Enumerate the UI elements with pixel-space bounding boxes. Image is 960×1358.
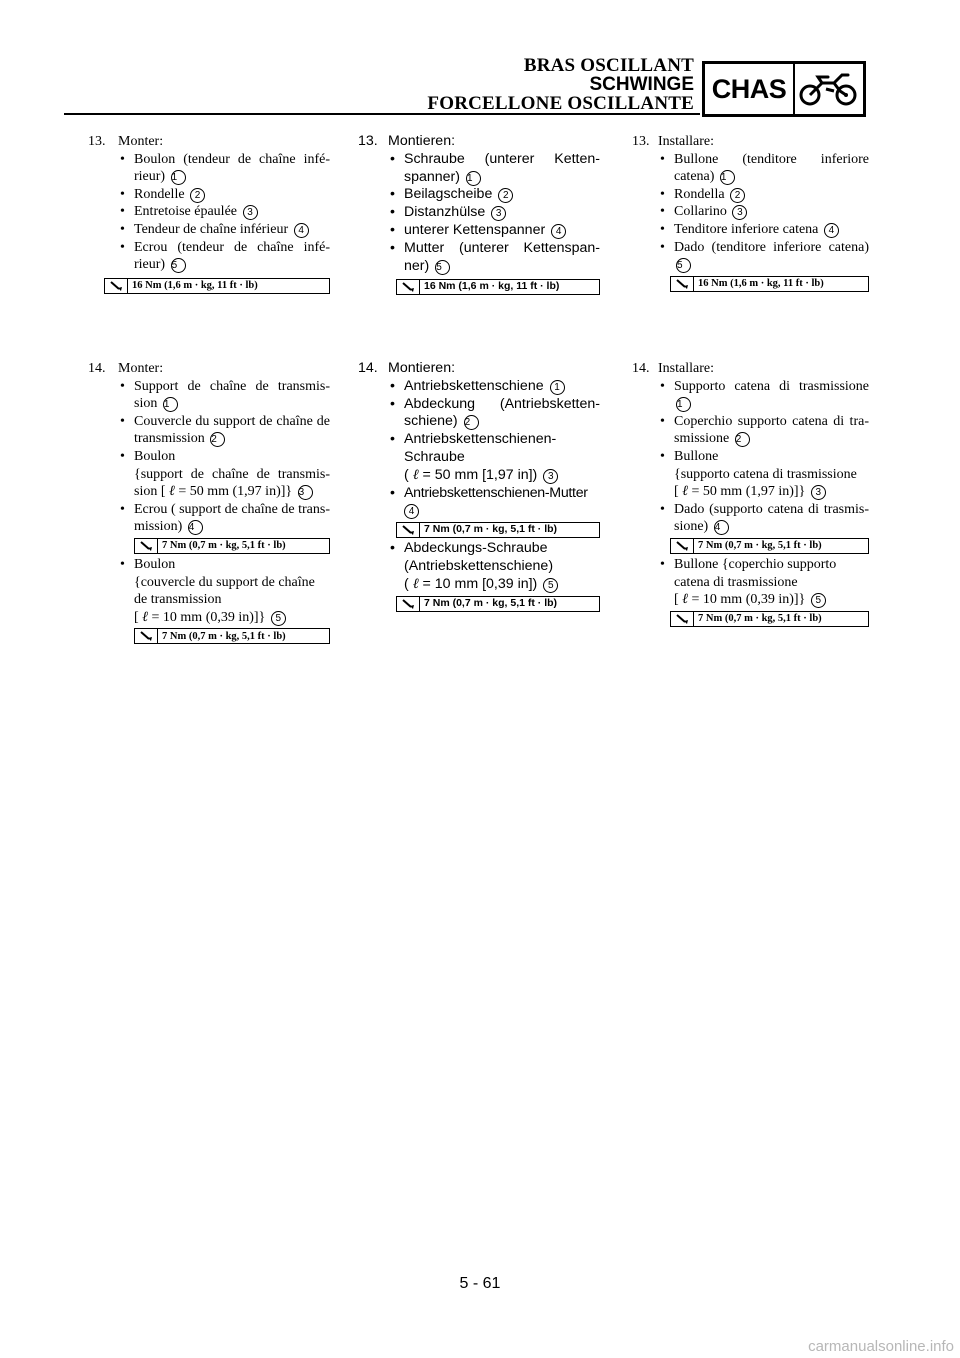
list-item: • Ecrou (tendeur de chaîne infé-rieur) 5 [120,239,330,273]
torque-spec [396,596,600,612]
item-text: = 50 mm (1,97 in)]} [174,484,293,500]
item-text: = 50 mm (1,97 in)]} [688,484,806,500]
step-number: 14. [88,361,106,376]
item-text: ( [404,466,409,483]
step-13 [88,133,330,274]
step-14-cont [632,556,869,609]
torque-spec [104,278,330,294]
callout-number: 4 [551,224,566,239]
item-text: Schraube [404,448,465,465]
callout-number: 4 [294,223,309,238]
step-14 [88,360,330,536]
column-it [632,133,869,294]
item-text: Boulon (tendeur de chaîne infé-rieur) [134,151,330,185]
step-number: 14. [632,361,650,376]
step-14 [358,360,600,520]
torque-value: 7 Nm (0,7 m · kg, 5,1 ft · lb) [698,612,822,624]
watermark: carmanualsonline.info [808,1338,954,1355]
section-title-it: FORCELLONE OSCILLANTE [427,93,694,114]
item-text: Rondelle [134,186,185,202]
step-number: 13. [632,134,650,149]
list-item: • Antriebskettenschienen-Mutter 4 [388,485,600,521]
callout-number: 5 [171,258,186,273]
torque-spec [670,611,869,627]
list-item: • Entretoise épaulée 3 [118,203,330,221]
item-label: Boulon [134,448,176,464]
list-item: • Rondella 2 [658,186,869,204]
item-text: Distanzhülse [404,204,486,221]
item-text: Ecrou ( support de chaîne de trans-mission) [134,501,330,535]
list-item: • Antriebskettenschiene 1 [388,378,600,396]
item-text: Antriebskettenschienen-Mutter [404,484,588,501]
column-it-step14 [632,360,869,629]
step-number: 13. [88,134,106,149]
item-text: Collarino [674,204,727,220]
callout-number: 3 [543,469,558,484]
step-14-cont [88,556,330,626]
item-text: Dado (supporto catena di trasmis-sione) [674,501,869,535]
list-item: • Supporto catena di trasmissione 1 [660,378,869,411]
callout-number: 3 [811,485,826,500]
callout-number: 1 [171,170,186,185]
item-text: Abdeckung (Antriebsketten-schiene) [404,395,600,430]
list-item: • Tendeur de chaîne inférieur 4 [118,221,330,239]
list-item: • Boulon {support de chaîne de transmis-sion [ ℓ = 50 mm (1,97 in)]} 3 [120,448,330,500]
callout-number: 4 [714,520,729,535]
step-13 [632,133,869,274]
list-item: • Boulon (tendeur de chaîne infé-rieur) 1 [120,151,330,185]
item-text: Schraube (unterer Ketten-spanner) [404,150,600,185]
list-item: • Mutter (unterer Kettenspan-ner) 5 [390,239,600,274]
callout-number: 4 [404,504,419,519]
length-symbol: ℓ [142,608,149,625]
callout-number: 1 [550,380,565,395]
section-badge [702,61,866,117]
torque-wrench-icon [671,277,694,291]
item-text: Tenditore inferiore catena [674,221,819,237]
callout-number: 4 [188,520,203,535]
step-number: 14. [358,360,378,376]
callout-number: 1 [720,170,735,185]
item-text: catena di trasmissione [674,574,798,590]
torque-spec [396,279,600,295]
list-item: • Support de chaîne de transmis-sion 1 [120,378,330,412]
callout-number: 5 [543,578,558,593]
callout-number: 3 [298,485,313,500]
item-text: = 10 mm (0,39 in)]} [688,592,806,608]
item-text: Ecrou (tendeur de chaîne infé-rieur) [134,239,330,273]
list-item: • Tenditore inferiore catena 4 [658,221,869,239]
callout-number: 2 [730,188,745,203]
step-number: 13. [358,133,378,149]
list-item: • Boulon {couvercle du support de chaîne de transmission [ ℓ = 10 mm (0,39 in)]} 5 [118,556,330,626]
item-text: Mutter (unterer Kettenspan-ner) [404,239,600,274]
item-text: Abdeckungs-Schraube [404,540,548,557]
step-title: Installare: [658,361,714,376]
torque-spec [670,538,869,554]
step-13 [358,133,600,275]
list-item: • Collarino 3 [658,203,869,221]
torque-spec [134,538,330,554]
list-item: • Rondelle 2 [118,186,330,204]
item-text: Beilagscheibe [404,186,493,203]
torque-value: 7 Nm (0,7 m · kg, 5,1 ft · lb) [424,596,558,609]
torque-value: 7 Nm (0,7 m · kg, 5,1 ft · lb) [698,540,822,552]
torque-wrench-icon [105,279,128,293]
callout-number: 3 [243,205,258,220]
item-text: Bullone {coperchio supporto [674,556,837,572]
length-symbol: ℓ [682,591,689,608]
column-fr [88,133,330,296]
callout-number: 1 [163,397,178,412]
callout-number: 2 [498,188,513,203]
item-text: [ [674,592,679,608]
torque-value: 16 Nm (1,6 m · kg, 11 ft · lb) [132,279,258,291]
torque-wrench-icon [671,539,694,553]
callout-number: 2 [210,432,225,447]
callout-number: 2 [190,188,205,203]
item-text: Couvercle du support de chaîne de transmission [134,413,330,447]
column-fr-step14 [88,360,330,646]
torque-wrench-icon [397,280,420,294]
list-item: • Schraube (unterer Ketten-spanner) 1 [390,150,600,185]
item-text: {supporto catena di trasmissione [674,466,857,482]
section-title-fr: BRAS OSCILLANT [523,55,694,76]
callout-number: 3 [732,205,747,220]
item-text: = 10 mm (0,39 in)]} [148,609,266,625]
list-item: • Bullone {supporto catena di trasmissione [ ℓ = 50 mm (1,97 in)]} 3 [658,448,869,501]
item-text: Bullone (tenditore inferiore catena) [674,151,869,185]
item-text: Dado (tenditore inferiore catena) [674,239,869,255]
list-item: • Dado (tenditore inferiore catena) 5 [660,239,869,272]
column-de [358,133,600,297]
length-symbol: ℓ [412,466,419,483]
torque-wrench-icon [397,597,420,611]
list-item: • Dado (supporto catena di trasmis-sione) 4 [660,501,869,535]
callout-number: 4 [824,223,839,238]
step-title: Monter: [118,134,164,149]
step-title: Montieren: [388,360,456,376]
step-14-cont [358,540,600,593]
list-item: • Distanzhülse 3 [388,204,600,222]
column-de-step14 [358,360,600,614]
torque-value: 16 Nm (1,6 m · kg, 11 ft · lb) [698,277,824,289]
item-text: [ [134,609,139,625]
motorcycle-icon [795,64,863,114]
section-title-de: SCHWINGE [589,74,694,95]
callout-number: 1 [676,397,691,412]
item-label: Bullone [674,448,719,464]
list-item: • Abdeckungs-Schraube (Antriebskettenschiene) ( ℓ = 10 mm [0,39 in]) 5 [388,540,600,593]
item-text: Supporto catena di trasmissione [674,378,869,394]
callout-number: 1 [466,171,481,186]
torque-wrench-icon [135,539,158,553]
torque-wrench-icon [671,612,694,626]
length-symbol: ℓ [682,483,689,500]
section-badge-label: CHAS [705,64,795,114]
torque-value: 7 Nm (0,7 m · kg, 5,1 ft · lb) [162,540,286,552]
torque-wrench-icon [397,523,420,537]
list-item: • Bullone (tenditore inferiore catena) 1 [660,151,869,185]
torque-value: 16 Nm (1,6 m · kg, 11 ft · lb) [424,280,560,293]
item-text: {couvercle du support de chaîne [134,574,315,590]
header-rule [64,113,700,115]
torque-spec [396,522,600,538]
item-label: Boulon [134,556,176,572]
list-item: • Bullone {coperchio supporto catena di trasmissione [ ℓ = 10 mm (0,39 in)]} 5 [658,556,869,609]
item-text: Support de chaîne de transmis-sion [134,378,330,412]
length-symbol: ℓ [169,483,175,500]
list-item: • Ecrou ( support de chaîne de trans-mission) 4 [120,501,330,535]
item-text: Rondella [674,186,725,202]
torque-value: 7 Nm (0,7 m · kg, 5,1 ft · lb) [162,630,286,642]
item-text: {support de chaîne de transmis-sion [ [134,466,330,500]
callout-number: 2 [735,432,750,447]
list-item: • Antriebskettenschienen- Schraube ( ℓ = 50 mm [1,97 in]) 3 [388,431,600,484]
section-titles [427,56,694,113]
callout-number: 5 [811,593,826,608]
item-text: unterer Kettenspanner [404,221,546,238]
item-text: Antriebskettenschienen- [404,431,557,448]
callout-number: 3 [491,206,506,221]
item-text: = 50 mm [1,97 in]) [418,466,538,483]
item-text: Tendeur de chaîne inférieur [134,221,289,237]
step-title: Monter: [118,361,164,376]
item-text: [ [674,484,679,500]
item-text: de transmission [134,592,222,608]
item-text: Entretoise épaulée [134,204,238,220]
item-text: Coperchio supporto catena di tra-smissione [674,413,869,447]
list-item: • Beilagscheibe 2 [388,186,600,204]
callout-number: 2 [464,415,479,430]
torque-value: 7 Nm (0,7 m · kg, 5,1 ft · lb) [424,523,558,536]
length-symbol: ℓ [412,575,419,592]
torque-wrench-icon [135,629,158,643]
list-item: • Couvercle du support de chaîne de transmission 2 [120,413,330,447]
torque-spec [670,276,869,292]
callout-number: 5 [676,258,691,273]
step-title: Montieren: [388,133,456,149]
list-item: • Abdeckung (Antriebsketten-schiene) 2 [390,395,600,430]
torque-spec [134,628,330,644]
list-item: • Coperchio supporto catena di tra-smissione 2 [660,413,869,447]
item-text: Antriebskettenschiene [404,377,544,394]
item-text: (Antriebskettenschiene) [404,557,554,574]
item-text: ( [404,575,409,592]
step-14 [632,360,869,536]
list-item: • unterer Kettenspanner 4 [388,222,600,240]
page-number: 5 - 61 [459,1275,501,1292]
step-title: Installare: [658,134,714,149]
callout-number: 5 [271,611,286,626]
callout-number: 5 [435,260,450,275]
item-text: = 10 mm [0,39 in]) [418,575,538,592]
